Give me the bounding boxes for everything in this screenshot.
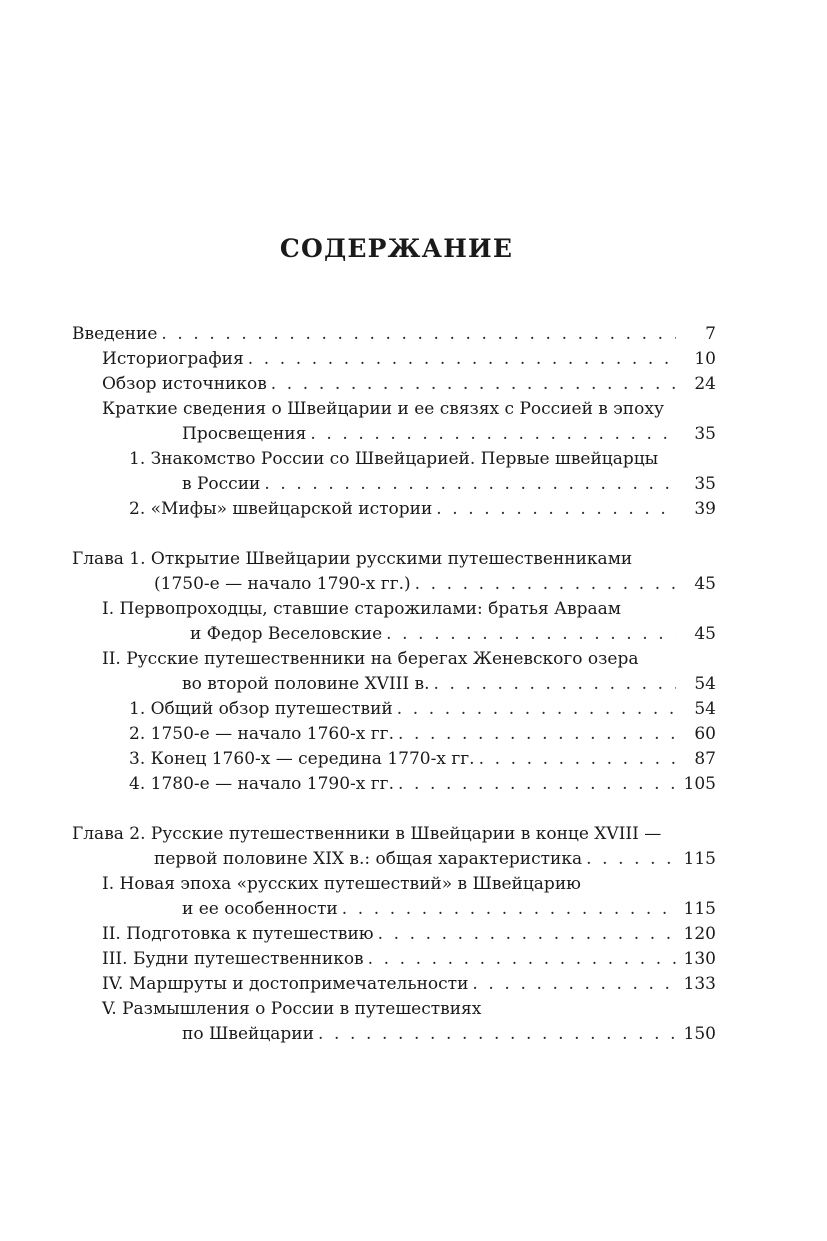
dot-leader (398, 722, 676, 747)
toc-page-number: 150 (683, 1024, 716, 1044)
toc-entry-title: Введение (72, 324, 158, 344)
dot-leader (264, 472, 676, 497)
dot-leader (472, 972, 676, 997)
toc-entry-ch1-s2-4 (72, 772, 716, 797)
dot-leader (378, 922, 676, 947)
toc-entry-title: Историография (102, 349, 244, 369)
toc-page-number: 10 (694, 349, 716, 369)
dot-leader (436, 497, 676, 522)
toc-entry-title: V. Размышления о России в путешествиях (102, 999, 482, 1019)
table-of-contents (72, 322, 716, 1047)
toc-entry-title: IV. Маршруты и достопримечательности (102, 974, 469, 994)
dot-leader (386, 622, 676, 647)
toc-page-number: 24 (694, 374, 716, 394)
toc-entry-title: Просвещения (182, 424, 307, 444)
toc-entry-title: и Федор Веселовские (190, 624, 383, 644)
dot-leader (318, 1022, 676, 1047)
toc-entry-title: по Швейцарии (182, 1024, 314, 1044)
toc-page-number: 54 (694, 674, 716, 694)
toc-entry-title: III. Будни путешественников (102, 949, 364, 969)
toc-entry-sub2 (72, 497, 716, 522)
toc-page-number: 35 (694, 474, 716, 494)
dot-leader (248, 347, 676, 372)
toc-entry-intro (72, 322, 716, 347)
toc-page-number: 45 (694, 624, 716, 644)
toc-entry-ch2-s1-line2 (72, 897, 716, 922)
toc-entry-title: 3. Конец 1760-х — середина 1770-х гг. (129, 749, 475, 769)
toc-entry-title: в России (182, 474, 261, 494)
toc-entry-title: первой половине XIX в.: общая характеристика (154, 849, 583, 869)
toc-page-number: 133 (683, 974, 716, 994)
toc-entry-chapter1-line1 (72, 547, 716, 572)
toc-entry-brief-line1 (72, 397, 716, 422)
dot-leader (271, 372, 676, 397)
toc-entry-title: Глава 2. Русские путешественники в Швейцарии в конце XVIII — (72, 824, 662, 844)
toc-entry-title: 2. 1750-е — начало 1760-х гг. (129, 724, 394, 744)
dot-leader (415, 572, 676, 597)
toc-page-number: 115 (683, 849, 716, 869)
toc-entry-title: II. Русские путешественники на берегах Женевского озера (102, 649, 639, 669)
toc-page-number: 7 (705, 324, 716, 344)
toc-entry-ch1-s2-line1 (72, 647, 716, 672)
section-gap (72, 797, 716, 822)
dot-leader (586, 847, 676, 872)
toc-entry-title: 1. Знакомство России со Швейцарией. Первые швейцарцы (129, 449, 659, 469)
dot-leader (397, 697, 676, 722)
toc-entry-ch1-s1-line2 (72, 622, 716, 647)
toc-entry-title: I. Первопроходцы, ставшие старожилами: братья Авраам (102, 599, 621, 619)
toc-entry-title: 2. «Мифы» швейцарской истории (129, 499, 433, 519)
dot-leader (368, 947, 676, 972)
toc-page-number: 105 (683, 774, 716, 794)
dot-leader (161, 322, 676, 347)
toc-entry-ch1-s2-3 (72, 747, 716, 772)
toc-entry-title: 1. Общий обзор путешествий (129, 699, 393, 719)
page-title: СОДЕРЖАНИЕ (279, 234, 514, 263)
toc-entry-title: Обзор источников (102, 374, 267, 394)
dot-leader (433, 672, 676, 697)
toc-page-number: 115 (683, 899, 716, 919)
toc-entry-ch2-s5-line2 (72, 1022, 716, 1047)
toc-entry-ch2-s5-line1 (72, 997, 716, 1022)
toc-entry-chapter2-line2 (72, 847, 716, 872)
toc-page-number: 39 (694, 499, 716, 519)
toc-entry-title: Глава 1. Открытие Швейцарии русскими путешественниками (72, 549, 633, 569)
toc-entry-title: II. Подготовка к путешествию (102, 924, 374, 944)
toc-entry-ch2-s4 (72, 972, 716, 997)
toc-page-number: 130 (683, 949, 716, 969)
toc-entry-ch1-s1-line1 (72, 597, 716, 622)
toc-page-number: 60 (694, 724, 716, 744)
toc-entry-brief-line2 (72, 422, 716, 447)
section-gap (72, 522, 716, 547)
toc-entry-chapter2-line1 (72, 822, 716, 847)
toc-entry-title: 4. 1780-е — начало 1790-х гг. (129, 774, 394, 794)
dot-leader (310, 422, 676, 447)
toc-entry-ch2-s2 (72, 922, 716, 947)
toc-entry-title: I. Новая эпоха «русских путешествий» в Швейцарию (102, 874, 581, 894)
toc-entry-ch1-s2-2 (72, 722, 716, 747)
toc-page-number: 45 (694, 574, 716, 594)
toc-entry-title: Краткие сведения о Швейцарии и ее связях с Россией в эпоху (102, 399, 664, 419)
dot-leader (398, 772, 676, 797)
toc-entry-title: во второй половине XVIII в. (182, 674, 430, 694)
dot-leader (342, 897, 676, 922)
toc-entry-ch2-s1-line1 (72, 872, 716, 897)
dot-leader (479, 747, 676, 772)
toc-entry-title: и ее особенности (182, 899, 338, 919)
toc-entry-sub1-line1 (72, 447, 716, 472)
toc-page-number: 120 (683, 924, 716, 944)
toc-entry-historiography (72, 347, 716, 372)
toc-page-number: 87 (694, 749, 716, 769)
toc-page-number: 35 (694, 424, 716, 444)
toc-entry-title: (1750-е — начало 1790-х гг.) (154, 574, 411, 594)
toc-entry-sources (72, 372, 716, 397)
toc-entry-ch2-s3 (72, 947, 716, 972)
toc-entry-sub1-line2 (72, 472, 716, 497)
toc-entry-ch1-s2-line2 (72, 672, 716, 697)
toc-entry-ch1-s2-1 (72, 697, 716, 722)
toc-page-number: 54 (694, 699, 716, 719)
toc-entry-chapter1-line2 (72, 572, 716, 597)
